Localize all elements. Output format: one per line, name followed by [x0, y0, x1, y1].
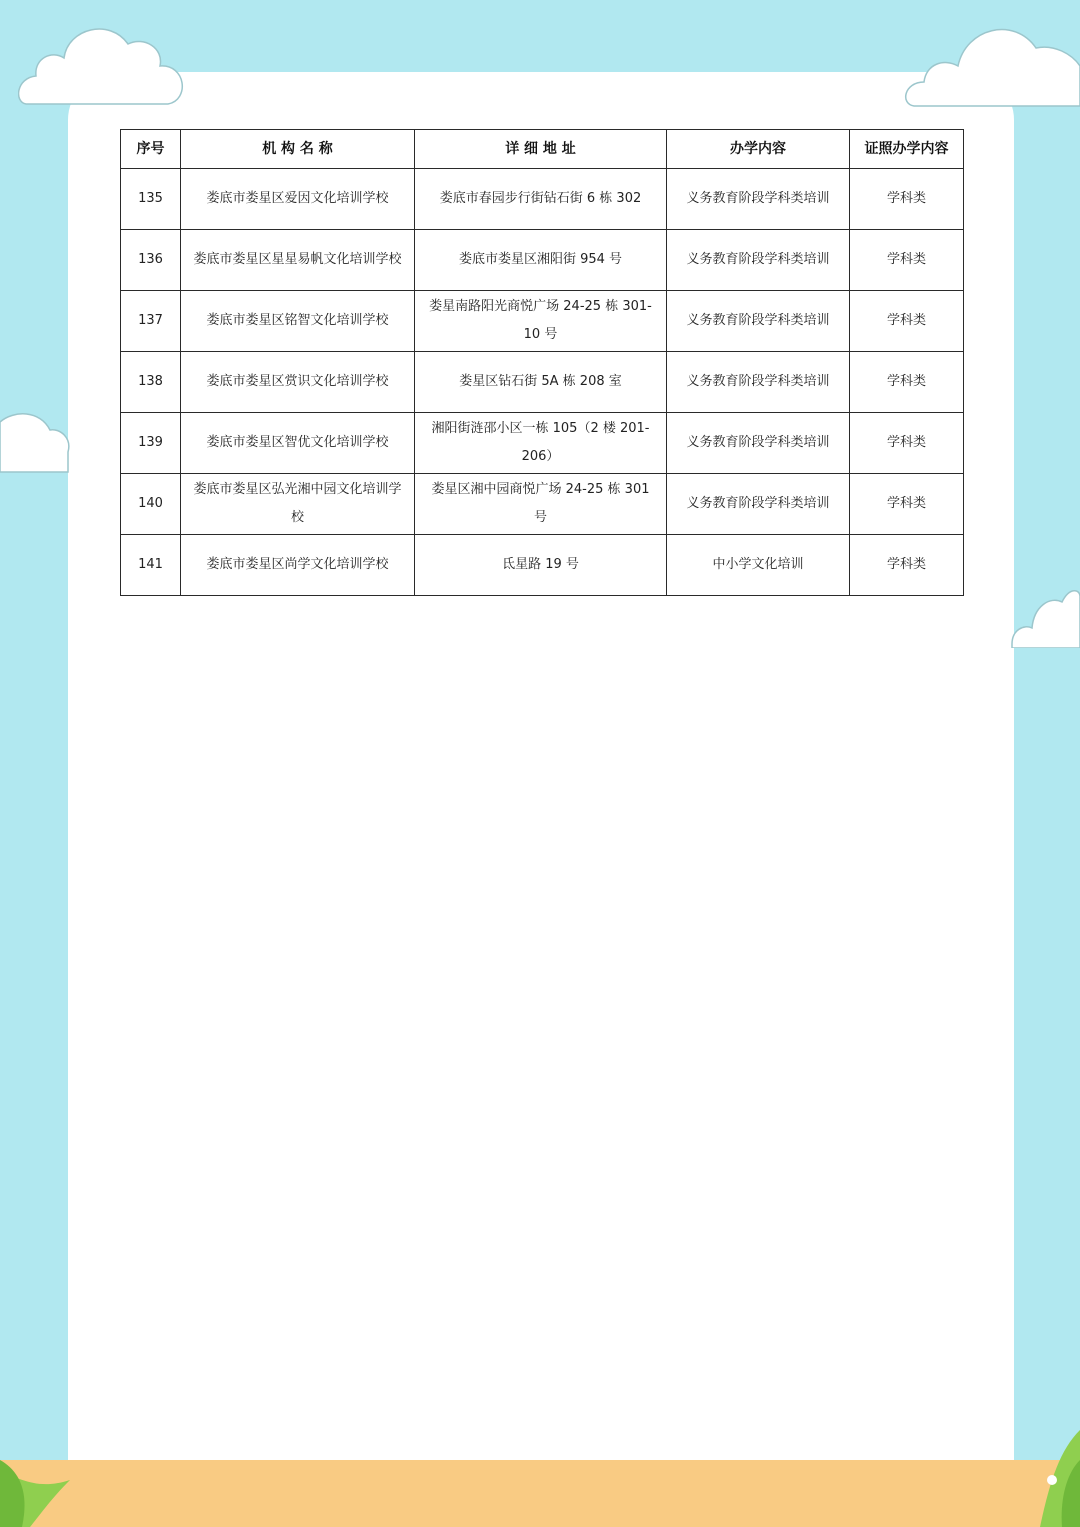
cloud-icon-top-right — [904, 18, 1080, 110]
cell-name: 娄底市娄星区星星易帆文化培训学校 — [181, 230, 415, 291]
col-header-name: 机 构 名 称 — [181, 130, 415, 169]
cell-name: 娄底市娄星区爱因文化培训学校 — [181, 169, 415, 230]
cell-number: 140 — [121, 474, 181, 535]
cell-license: 学科类 — [850, 169, 964, 230]
cell-number: 137 — [121, 291, 181, 352]
cell-license: 学科类 — [850, 352, 964, 413]
cell-content: 义务教育阶段学科类培训 — [667, 474, 850, 535]
table-header-row — [121, 130, 964, 169]
cell-license: 学科类 — [850, 474, 964, 535]
cell-address: 娄星南路阳光商悦广场 24-25 栋 301-10 号 — [415, 291, 667, 352]
cell-address: 娄底市娄星区湘阳街 954 号 — [415, 230, 667, 291]
table-row — [121, 413, 964, 474]
cell-name: 娄底市娄星区尚学文化培训学校 — [181, 535, 415, 596]
table-row — [121, 291, 964, 352]
cell-content: 义务教育阶段学科类培训 — [667, 413, 850, 474]
cell-content: 义务教育阶段学科类培训 — [667, 352, 850, 413]
cell-license: 学科类 — [850, 535, 964, 596]
cell-license: 学科类 — [850, 413, 964, 474]
col-header-content: 办学内容 — [667, 130, 850, 169]
cell-license: 学科类 — [850, 230, 964, 291]
cell-name: 娄底市娄星区赏识文化培训学校 — [181, 352, 415, 413]
cell-address: 娄星区钻石街 5A 栋 208 室 — [415, 352, 667, 413]
col-header-number: 序号 — [121, 130, 181, 169]
cell-number: 135 — [121, 169, 181, 230]
grass-icon-left — [0, 1440, 90, 1527]
table-row — [121, 352, 964, 413]
cloud-icon-left — [0, 408, 72, 474]
grass-icon-right — [1000, 1420, 1080, 1527]
col-header-address: 详 细 地 址 — [415, 130, 667, 169]
cell-content: 义务教育阶段学科类培训 — [667, 291, 850, 352]
cell-number: 139 — [121, 413, 181, 474]
cell-number: 141 — [121, 535, 181, 596]
table-row — [121, 230, 964, 291]
cell-content: 中小学文化培训 — [667, 535, 850, 596]
institution-table — [120, 129, 964, 596]
cloud-icon-top-left — [18, 14, 188, 110]
cell-license: 学科类 — [850, 291, 964, 352]
table-row — [121, 535, 964, 596]
cell-number: 138 — [121, 352, 181, 413]
table-row — [121, 474, 964, 535]
cell-address: 娄星区湘中园商悦广场 24-25 栋 301 号 — [415, 474, 667, 535]
cell-number: 136 — [121, 230, 181, 291]
cloud-icon-right — [1010, 572, 1080, 648]
col-header-license: 证照办学内容 — [850, 130, 964, 169]
cell-address: 娄底市春园步行街钻石街 6 栋 302 — [415, 169, 667, 230]
cell-name: 娄底市娄星区铭智文化培训学校 — [181, 291, 415, 352]
cell-content: 义务教育阶段学科类培训 — [667, 169, 850, 230]
cell-address: 湘阳街涟邵小区一栋 105（2 楼 201-206） — [415, 413, 667, 474]
cell-name: 娄底市娄星区智优文化培训学校 — [181, 413, 415, 474]
ground-strip — [0, 1460, 1080, 1527]
cell-name: 娄底市娄星区弘光湘中园文化培训学校 — [181, 474, 415, 535]
cell-address: 氐星路 19 号 — [415, 535, 667, 596]
cell-content: 义务教育阶段学科类培训 — [667, 230, 850, 291]
table-row — [121, 169, 964, 230]
